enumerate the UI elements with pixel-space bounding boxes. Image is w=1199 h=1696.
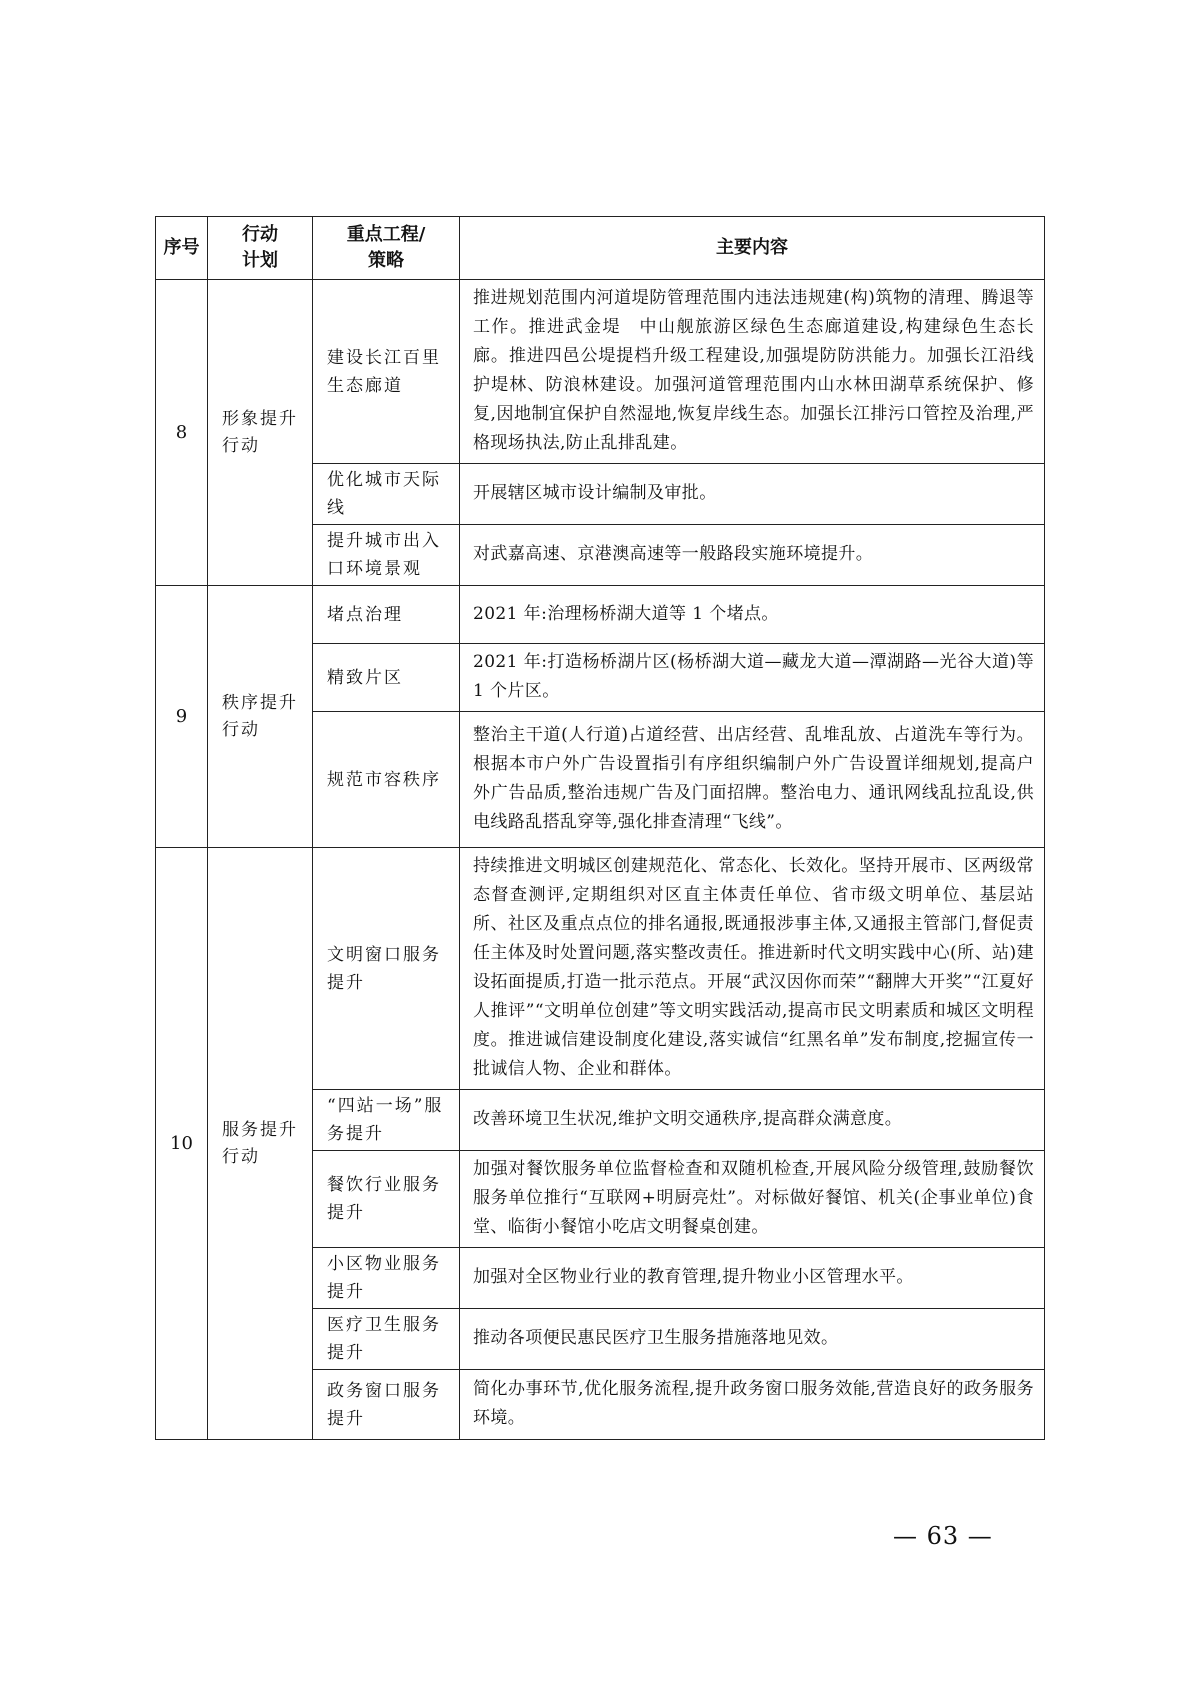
page-number: — 63 — <box>893 1522 993 1550</box>
content-cell: 2021 年:打造杨桥湖片区(杨桥湖大道—藏龙大道—潭湖路—光谷大道)等 1 个片区。 <box>460 644 1045 712</box>
action-plan-cell: 秩序提升行动 <box>208 586 313 848</box>
project-cell: 小区物业服务提升 <box>313 1248 460 1309</box>
table-row <box>156 280 1045 464</box>
header-plan: 行动 计划 <box>208 217 313 280</box>
content-cell: 加强对餐饮服务单位监督检查和双随机检查,开展风险分级管理,鼓励餐饮服务单位推行“互联网+明厨亮灶”。对标做好餐馆、机关(企事业单位)食堂、临街小餐馆小吃店文明餐桌创建。 <box>460 1151 1045 1248</box>
action-plan-cell: 服务提升行动 <box>208 848 313 1440</box>
project-cell: 精致片区 <box>313 644 460 712</box>
project-cell: 规范市容秩序 <box>313 712 460 848</box>
project-cell: 优化城市天际线 <box>313 464 460 525</box>
project-cell: 政务窗口服务提升 <box>313 1370 460 1440</box>
table-row <box>156 848 1045 1090</box>
content-cell: 简化办事环节,优化服务流程,提升政务窗口服务效能,营造良好的政务服务环境。 <box>460 1370 1045 1440</box>
content-cell: 2021 年:治理杨桥湖大道等 1 个堵点。 <box>460 586 1045 644</box>
content-cell: 持续推进文明城区创建规范化、常态化、长效化。坚持开展市、区两级常态督查测评,定期组织对区直主体责任单位、省市级文明单位、基层站所、社区及重点点位的排名通报,既通报涉事主体,又通报主管部门,督促责任主体及时处置问题,落实整改责任。推进新时代文明实践中心(所、站)建设拓面提质,打造一批示范点。开展“武汉因你而荣”“翻牌大开奖”“江夏好人推评”“文明单位创建”等文明实践活动,提高市民文明素质和城区文明程度。推进诚信建设制度化建设,落实诚信“红黑名单”发布制度,挖掘宣传一批诚信人物、企业和群体。 <box>460 848 1045 1090</box>
content-cell: 对武嘉高速、京港澳高速等一般路段实施环境提升。 <box>460 525 1045 586</box>
row-number: 8 <box>156 280 208 586</box>
table-header-row <box>156 217 1045 280</box>
content-cell: 开展辖区城市设计编制及审批。 <box>460 464 1045 525</box>
table-row <box>156 586 1045 644</box>
header-no: 序号 <box>156 217 208 280</box>
project-cell: 文明窗口服务提升 <box>313 848 460 1090</box>
content-cell: 推动各项便民惠民医疗卫生服务措施落地见效。 <box>460 1309 1045 1370</box>
header-content: 主要内容 <box>460 217 1045 280</box>
content-cell: 推进规划范围内河道堤防管理范围内违法违规建(构)筑物的清理、腾退等工作。推进武金堤 中山舰旅游区绿色生态廊道建设,构建绿色生态长廊。推进四邑公堤提档升级工程建设,加强堤防防洪能力。加强长江沿线护堤林、防浪林建设。加强河道管理范围内山水林田湖草系统保护、修复,因地制宜保护自然湿地,恢复岸线生态。加强长江排污口管控及治理,严格现场执法,防止乱排乱建。 <box>460 280 1045 464</box>
project-cell: 堵点治理 <box>313 586 460 644</box>
project-cell: 餐饮行业服务提升 <box>313 1151 460 1248</box>
project-cell: 医疗卫生服务提升 <box>313 1309 460 1370</box>
content-cell: 加强对全区物业行业的教育管理,提升物业小区管理水平。 <box>460 1248 1045 1309</box>
content-cell: 改善环境卫生状况,维护文明交通秩序,提高群众满意度。 <box>460 1090 1045 1151</box>
content-cell: 整治主干道(人行道)占道经营、出店经营、乱堆乱放、占道洗车等行为。根据本市户外广告设置指引有序组织编制户外广告设置详细规划,提高户外广告品质,整治违规广告及门面招牌。整治电力、通讯网线乱拉乱设,供电线路乱搭乱穿等,强化排查清理“飞线”。 <box>460 712 1045 848</box>
project-cell: 建设长江百里生态廊道 <box>313 280 460 464</box>
project-cell: 提升城市出入口环境景观 <box>313 525 460 586</box>
row-number: 10 <box>156 848 208 1440</box>
action-plan-cell: 形象提升行动 <box>208 280 313 586</box>
project-cell: “四站一场”服务提升 <box>313 1090 460 1151</box>
row-number: 9 <box>156 586 208 848</box>
action-plan-table <box>155 216 1045 1440</box>
header-project: 重点工程/ 策略 <box>313 217 460 280</box>
